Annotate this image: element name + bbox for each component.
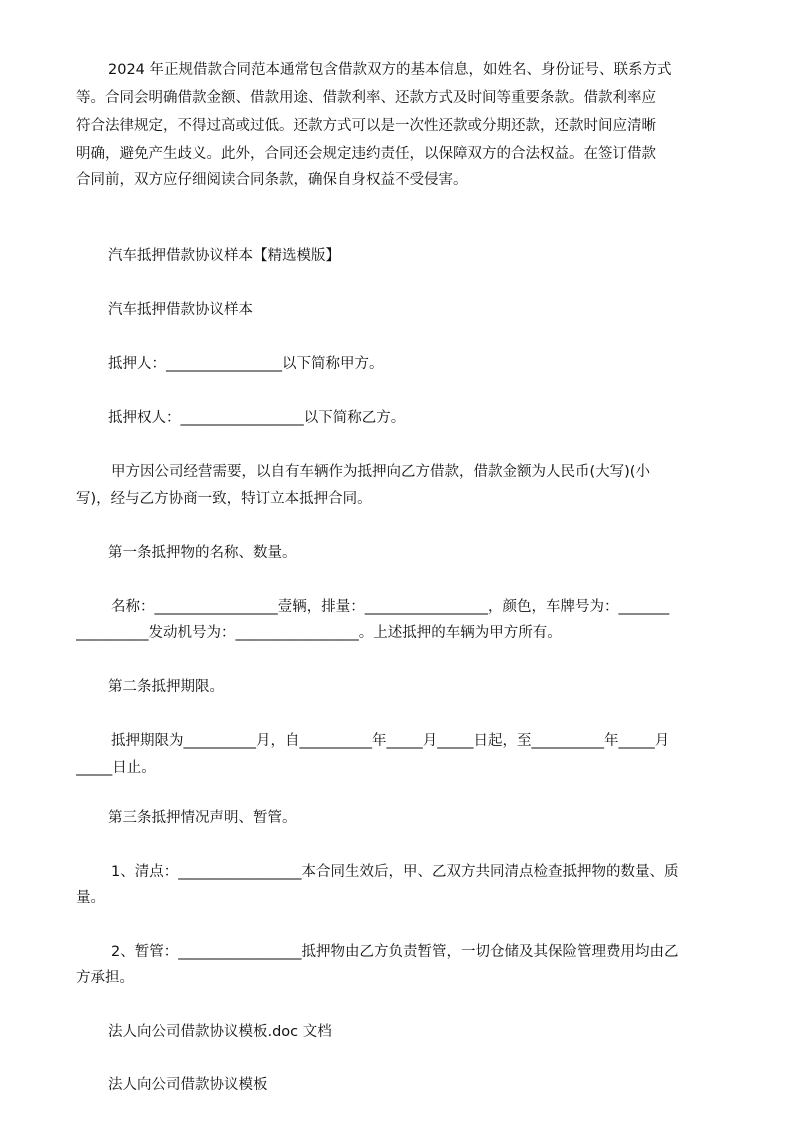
purpose-paragraph-line-1: 甲方因公司经营需要，以自有车辆作为抵押向乙方借款，借款金额为人民币(大写)(小 xyxy=(111,464,650,480)
article-3-item-2-line-1: 2、暂管：_________________抵押物由乙方负责暂管，一切仓储及其保险管理费用均由乙 xyxy=(111,944,679,960)
article-3-title: 第三条抵押情况声明、暂管。 xyxy=(108,810,297,826)
purpose-paragraph-line-2: 写)，经与乙方协商一致，特订立本抵押合同。 xyxy=(76,491,372,507)
article-2-line-2: _____日止。 xyxy=(76,760,156,776)
article-3-item-1-line-2: 量。 xyxy=(76,890,105,906)
section-title: 汽车抵押借款协议样本【精选模版】 xyxy=(108,248,340,264)
article-2-title: 第二条抵押期限。 xyxy=(108,679,224,695)
article-1-line-2: __________发动机号为：_________________。上述抵押的车辆为甲方所有。 xyxy=(76,625,562,641)
article-1-line-1: 名称：_________________壹辆，排量：_________________，颜色，车牌号为：_______ xyxy=(111,599,670,615)
article-3-item-1-line-1: 1、清点：_________________本合同生效后，甲、乙双方共同清点检查抵押物的数量、质 xyxy=(111,864,679,880)
intro-paragraph-line-1: 2024 年正规借款合同范本通常包含借款双方的基本信息，如姓名、身份证号、联系方式 xyxy=(108,62,672,78)
article-1-title: 第一条抵押物的名称、数量。 xyxy=(108,545,297,561)
intro-paragraph-line-2: 等。合同会明确借款金额、借款用途、借款利率、还款方式及时间等重要条款。借款利率应 xyxy=(76,90,656,106)
document-title: 汽车抵押借款协议样本 xyxy=(108,302,253,318)
party-a-line: 抵押人：________________以下简称甲方。 xyxy=(108,356,384,372)
intro-paragraph-line-4: 明确，避免产生歧义。此外，合同还会规定违约责任，以保障双方的合法权益。在签订借款 xyxy=(76,146,656,162)
next-document-filename: 法人向公司借款协议模板.doc 文档 xyxy=(108,1024,332,1040)
next-document-title: 法人向公司借款协议模板 xyxy=(108,1077,268,1093)
party-b-line: 抵押权人：_________________以下简称乙方。 xyxy=(108,410,406,426)
article-3-item-2-line-2: 方承担。 xyxy=(76,970,134,986)
intro-paragraph-line-3: 符合法律规定，不得过高或过低。还款方式可以是一次性还款或分期还款，还款时间应清晰 xyxy=(76,118,656,134)
intro-paragraph-line-5: 合同前，双方应仔细阅读合同条款，确保自身权益不受侵害。 xyxy=(76,172,468,188)
article-2-line-1: 抵押期限为__________月，自__________年_____月_____日起，至__________年_____月 xyxy=(111,733,670,749)
